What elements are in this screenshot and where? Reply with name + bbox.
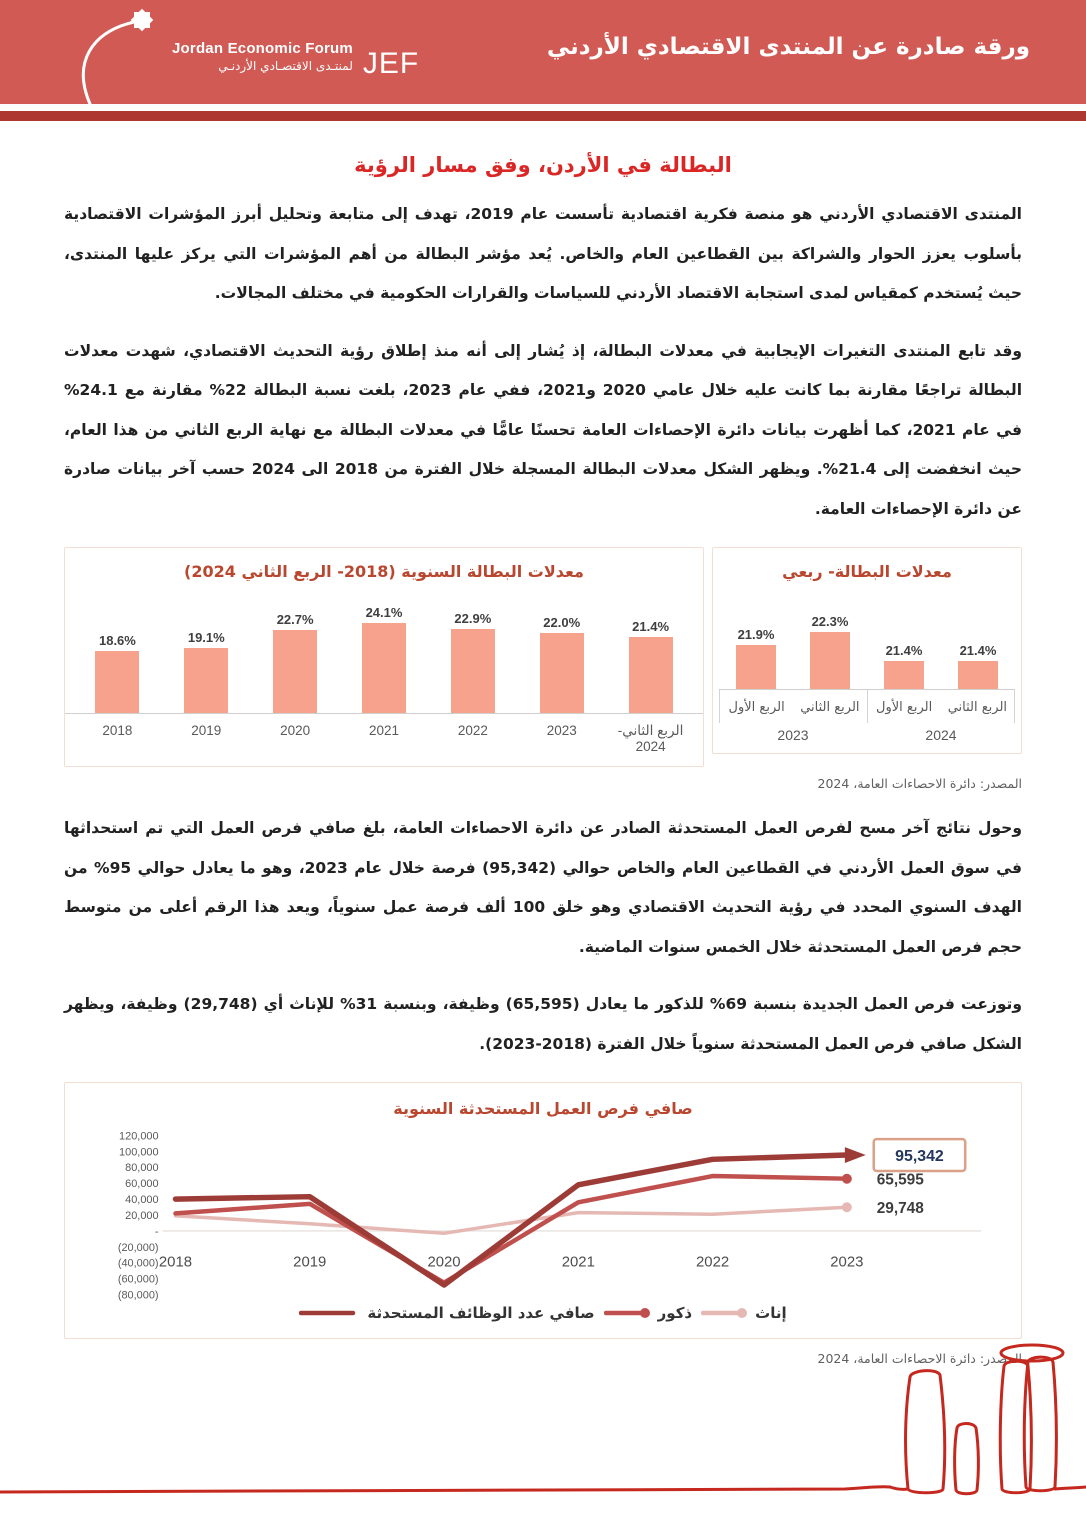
end-value-label: 65,595	[876, 1171, 924, 1189]
bar	[540, 633, 584, 713]
paragraph-jobs-gender-split: وتوزعت فرص العمل الجديدة بنسبة 69% للذكور ما يعادل (65,595) وظيفة، وبنسبة 31% للإناث أي (29,748) وظيفة، ويظهر الشكل صافي فرص العمل المستحدثة سنوياً خلال الفترة (2018-2023).	[64, 995, 1023, 1053]
page-title: البطالة في الأردن، وفق مسار الرؤية	[354, 153, 732, 177]
bar-value-label: 21.4%	[632, 619, 670, 635]
quarterly-bar-column	[719, 627, 793, 689]
y-tick-label: (40,000)	[117, 1257, 159, 1270]
end-value-label: 29,748	[876, 1200, 924, 1218]
bar-value-label: 21.4%	[959, 643, 997, 659]
quarterly-chart-axis	[713, 689, 1021, 723]
x-axis-label: 2023	[829, 1254, 863, 1271]
paragraph-unemployment-trends: وقد تابع المنتدى التغيرات الإيجابية في معدلات البطالة، إذ يُشار إلى أنه منذ إطلاق رؤية التحديث الاقتصادي، شهدت معدلات البطالة تراجعًا مقارنة بما كانت عليه خلال عامي 2020 و2021، ففي عام 2023، بلغت نسبة البطالة 22% مقارنة مع 24.1% في عام 2021، كما أظهرت بيانات دائرة الإحصاءات العامة تحسنًا عامًّا في معدلات البطالة مع نهاية الربع الثاني من هذا العام، حيث انخفضت إلى 21.4%. ويظهر الشكل معدلات البطالة المسجلة خلال الفترة من 2018 الى 2024 حسب آخر بيانات صادرة عن دائرة الإحصاءات العامة.	[64, 341, 1023, 518]
charts-row	[64, 547, 1022, 767]
header-banner	[0, 0, 1086, 121]
paragraph-intro: المنتدى الاقتصادي الأردني هو منصة فكرية اقتصادية تأسست عام 2019، تهدف إلى متابعة وتحليل أبرز المؤشرات الاقتصادية بأسلوب يعزز الحوار والشراكة بين القطاعين العام والخاص. يُعد مؤشر البطالة من أهم المؤشرات التي يركز عليها المنتدى، حيث يُستخدم كمقياس لمدى استجابة الاقتصاد الأردني للسياسات والقرارات الحكومية في مختلف المجالات.	[64, 205, 1022, 303]
legend-swatch-icon	[701, 1307, 749, 1319]
annual-chart-title: معدلات البطالة السنوية (2018- الربع الثاني 2024)	[184, 562, 584, 582]
x-axis-year-label: 2023	[777, 727, 809, 744]
net-jobs-line-chart	[64, 1082, 1022, 1339]
y-tick-label: 120,000	[118, 1130, 159, 1143]
legend-label: إناث	[755, 1304, 787, 1323]
quarterly-chart-year-axis	[713, 723, 1021, 753]
annual-chart-plot	[65, 589, 703, 713]
bar	[451, 629, 495, 713]
dot-end-marker	[841, 1174, 851, 1184]
logo-name-ar: لمنتـدى الاقتصـادي الأردنـي	[218, 58, 353, 73]
x-axis-label: 2021	[561, 1254, 595, 1271]
bar-value-label: 22.0%	[543, 615, 581, 631]
logo-text	[172, 40, 353, 74]
source-note-1: المصدر: دائرة الاحصاءات العامة، 2024	[817, 776, 1022, 792]
y-tick-label: 20,000	[124, 1210, 159, 1223]
x-axis-label: 2019	[292, 1254, 326, 1271]
paragraph-jobs-survey: وحول نتائج آخر مسح لفرص العمل المستحدثة الصادر عن دائرة الاحصاءات العامة، بلغ صافي فرص العمل التي تم استحداثها في سوق العمل الأردني في القطاعين العام والخاص حوالي (95,342) فرصة خلال عام 2023، وهو ما يعادل حوالي 95% من الهدف السنوي المحدد في رؤية التحديث الاقتصادي وهو خلق 100 ألف فرصة عمل سنوياً، ويعد هذا الرقم أعلى من متوسط حجم فرص العمل المستحدثة خلال الخمس سنوات الماضية.	[64, 819, 1022, 956]
footer-bars-doodle-icon	[0, 1340, 1086, 1510]
line-chart-legend	[65, 1304, 1021, 1322]
annual-bar-column	[340, 605, 429, 713]
line-chart-plot	[81, 1126, 1006, 1304]
logo-abbr: JEF	[362, 47, 420, 80]
quarterly-bar-column	[793, 614, 867, 689]
dot-end-marker	[841, 1202, 851, 1212]
series-line	[175, 1176, 846, 1283]
x-axis-label: 2022	[457, 723, 488, 739]
x-axis-quarter-label: الربع الأول	[876, 700, 933, 716]
bar	[810, 632, 850, 689]
x-axis-label: الربع الثاني- 2024	[617, 723, 684, 755]
annual-bar-column	[73, 633, 162, 713]
series-line	[175, 1207, 846, 1233]
quarterly-bar-column	[941, 643, 1015, 689]
line-chart-title: صافي فرص العمل المستحدثة السنوية	[393, 1099, 693, 1119]
logo-crescent-star-icon	[58, 8, 176, 106]
x-axis-label: 2022	[695, 1254, 729, 1271]
annual-unemployment-chart	[64, 547, 704, 767]
annual-bar-column	[606, 619, 695, 713]
annual-bar-column	[162, 630, 251, 713]
x-axis-label: 2019	[191, 723, 222, 739]
x-axis-label: 2020	[280, 723, 311, 739]
bar	[95, 651, 139, 713]
y-tick-label: 80,000	[124, 1162, 159, 1175]
y-tick-label: (60,000)	[117, 1273, 159, 1286]
legend-label: ذكور	[657, 1304, 693, 1323]
quarter-group	[719, 614, 867, 689]
x-axis-quarter-label: الربع الأول	[728, 700, 785, 716]
legend-item	[604, 1304, 692, 1322]
quarter-label-group	[867, 689, 1016, 723]
bar-value-label: 24.1%	[365, 605, 403, 621]
annual-chart-axis	[65, 713, 703, 766]
bar	[736, 645, 776, 689]
document-body	[0, 153, 1086, 1366]
y-tick-label: (20,000)	[117, 1242, 159, 1255]
x-axis-label: 2020	[426, 1254, 461, 1271]
quarterly-unemployment-chart	[712, 547, 1022, 754]
x-axis-label: 2018	[158, 1254, 192, 1271]
annual-bar-column	[517, 615, 606, 713]
y-tick-label: 40,000	[124, 1194, 159, 1207]
bar-value-label: 22.9%	[454, 611, 492, 627]
x-axis-quarter-label: الربع الثاني	[800, 700, 860, 716]
banner-title: ورقة صادرة عن المنتدى الاقتصادي الأردني	[546, 34, 1030, 60]
quarterly-chart-title: معدلات البطالة- ربعي	[782, 562, 952, 582]
bar-value-label: 21.9%	[737, 627, 775, 643]
annual-bar-column	[251, 612, 340, 713]
quarter-group	[867, 643, 1015, 689]
source-note-2: المصدر: دائرة الاحصاءات العامة، 2024	[817, 1351, 1022, 1367]
y-tick-label: 60,000	[124, 1178, 159, 1191]
legend-label: صافي عدد الوظائف المستحدثة	[367, 1304, 595, 1323]
y-tick-label: 100,000	[118, 1146, 159, 1159]
bar-value-label: 22.7%	[276, 612, 314, 628]
jef-logo	[58, 8, 419, 106]
x-axis-label: 2021	[368, 723, 400, 739]
bar	[362, 623, 406, 713]
quarter-label-group	[719, 689, 867, 723]
quarterly-bar-column	[867, 643, 941, 689]
bar	[884, 661, 924, 689]
bar	[958, 661, 998, 689]
bar-value-label: 22.3%	[811, 614, 849, 630]
legend-swatch-icon	[604, 1307, 652, 1319]
logo-name-en: Jordan Economic Forum	[172, 40, 353, 58]
x-axis-quarter-label: الربع الثاني	[947, 700, 1008, 716]
bar-value-label: 21.4%	[885, 643, 923, 659]
annual-bar-column	[428, 611, 517, 713]
legend-item	[299, 1304, 594, 1322]
bar	[629, 637, 673, 713]
legend-item	[701, 1304, 786, 1322]
y-tick-label: -	[154, 1226, 159, 1239]
y-tick-label: (80,000)	[117, 1289, 159, 1302]
quarterly-chart-plot	[713, 589, 1021, 689]
x-axis-label: 2018	[102, 723, 133, 739]
arrow-end-marker	[844, 1147, 865, 1163]
bar-value-label: 18.6%	[98, 633, 136, 649]
header-red-band	[0, 0, 1086, 104]
x-axis-year-label: 2024	[925, 727, 957, 744]
x-axis-label: 2023	[546, 723, 577, 739]
bar	[273, 630, 317, 713]
bar	[184, 648, 228, 713]
end-value-label: 95,342	[894, 1148, 944, 1166]
header-dark-stripe	[0, 111, 1086, 121]
legend-swatch-icon	[299, 1307, 361, 1319]
bar-value-label: 19.1%	[187, 630, 225, 646]
